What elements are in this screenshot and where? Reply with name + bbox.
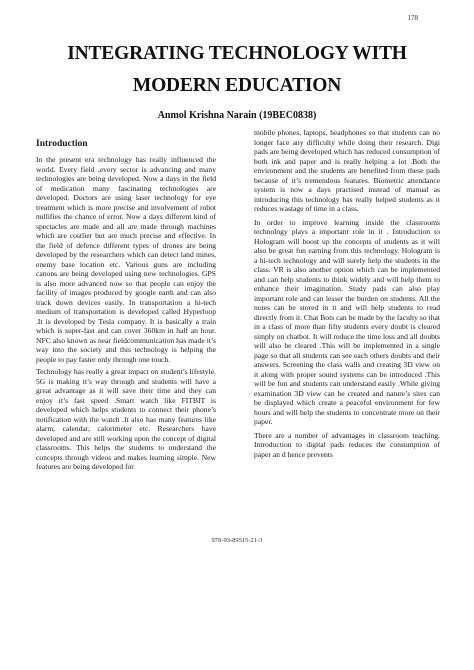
right-column: [254, 128, 440, 463]
page-number: 178: [407, 14, 418, 22]
paragraph: mobile phones, laptops, headphones so that students can no longer face any difficulty while doing their research. Digi pads are being developed which has reduced consumption of both ink and paper and is really helping a lot .Both the environment and the students are benefited from these pads because of it’s tremendous features. Biometric attendance system is now a days practised instead of manual as introducing this technology has really helped students as it reduces wastage of time in a class.: [254, 128, 440, 213]
paragraph: In order to improve learning inside the classrooms technology plays a important role in it . Introduction to Hologram will boost up the concepts of students as it will also be great fun earning from this technology. Hologram is a hi-tech technology and will surely help the students in the class. VR is also another option which can be implemented and can help students to think widely and will help them to enhance their imagination. Study pads can also play important role and can lesser the burden on students. All the notes can be stored in it and will help students to read directly from it. Chat Bots can be made by the faculty so that in a class of more than fifty students every doubt is cleared simply on chatbot. It will reduce the time loss and all doubts will also be cleared .This will be implemented in a single page so that all students can see each others doubts and their answers. Screening the class walls and creating 3D view on it along with proper sound systems can be introduced .This will be fun and students can understand easily .While giving examination 3D view can be created and nature’s sites can be displayed which create a peaceful environment for few hours and will help the students to concentrate more on their paper.: [254, 217, 440, 426]
paragraph: There are a number of advantages in classroom teaching. Introduction to digital pads reduces the consumption of paper an d hence prevents: [254, 430, 440, 459]
author-line: Anmol Krishna Narain (19BEC0838): [157, 110, 317, 121]
paragraph: In the present era technology has really influenced the world. Every field ,every sector is advancing and many technologies are being developed. Now a days in the field of medication many fascinating technologies are developed. Doctors are using laser technology for eye treatment which is more precise and involvement of robot nullifies the chance of error. Now a days different kind of spectacles are made and all are made through machines which are costlier but are much precise and effective. In the field of defence different types of drones are being developed by the researchers which can detect land mines, enemy base location etc. Various guns are including canons are being developed using new technologies. GPS is also more advanced now so that people can enjoy the facility of images produced by google earth and can also track down devices easily. In transportation a hi-tech medium of transportation is developed called Hyperloop .It is developed by Tesla company. It is basically a train which is super-fast and can cover 360km in half an hour. NFC also known as near fieldcommunication has made it’s way into the society and this technology is helping the people to pay faster only through one touch.: [36, 155, 216, 364]
title-line-2: MODERN EDUCATION: [132, 75, 342, 96]
footer-isbn: 978-93-89515-21-3: [211, 537, 263, 544]
paper-title: [0, 38, 474, 102]
paragraph: Technology has really a great impact on student’s lifestyle. 5G is making it’s way through and students will have a great advantage as it will save their time and they can enjoy it’s fast speed .Smart watch like FITBIT is developed which helps students to connect their phone’s notification with the watch .It also has many features like alarm, calendar, calorimeter etc. Researchers have developed and are still working upon the concept of digital classrooms. This helps the students to understand the concepts through videos and makes learning simple. New features are being developed for: [36, 367, 216, 471]
title-line-1: INTEGRATING TECHNOLOGY WITH: [67, 43, 407, 64]
section-heading: Introduction: [36, 139, 88, 149]
left-column: [36, 138, 216, 475]
